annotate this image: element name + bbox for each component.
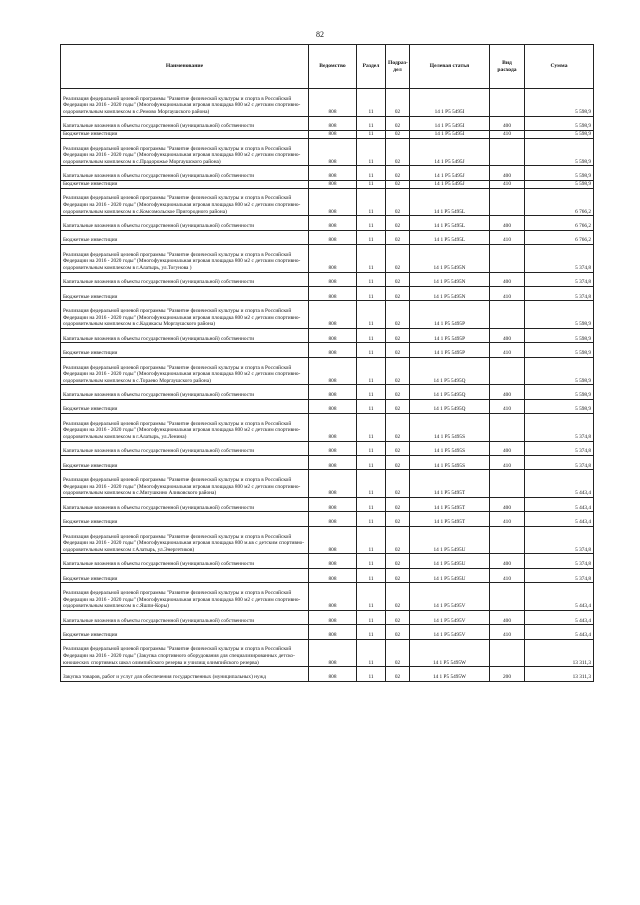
table-row [61, 166, 594, 180]
row-target-cell: 14 1 P5 5495P [410, 301, 490, 329]
table-row [61, 272, 594, 286]
row-expense-type-cell: 400 [490, 328, 525, 342]
row-target-cell: 14 1 P5 5495N [410, 286, 490, 300]
row-amount-cell: 6 766,2 [525, 216, 594, 230]
row-subsection-cell: 02 [386, 286, 410, 300]
row-section-cell: 11 [357, 216, 386, 230]
row-amount-cell: 5 598,9 [525, 385, 594, 399]
row-expense-type-cell [490, 470, 525, 498]
table-row [61, 512, 594, 526]
row-section-cell: 11 [357, 188, 386, 216]
row-subsection-cell: 02 [386, 667, 410, 681]
header-name: Наименование [61, 45, 309, 89]
row-expense-type-cell: 400 [490, 216, 525, 230]
row-section-cell: 11 [357, 286, 386, 300]
row-expense-type-cell: 400 [490, 116, 525, 130]
row-ministry-cell: 808 [309, 414, 357, 442]
table-row [61, 625, 594, 639]
table-body [61, 89, 594, 682]
row-ministry-cell: 808 [309, 216, 357, 230]
table-row [61, 498, 594, 512]
row-name-cell: Реализация федеральной целевой программы "Развитие физической культуры и спорта в Российской Федерации на 2016 - 2020 годы" (Многофункциональная игровая площадка 800 м2 с детским спортивно-оздоровительным комплексом в г.Алатырь, ул.Ленина) [61, 414, 309, 442]
row-subsection-cell: 02 [386, 328, 410, 342]
row-target-cell: 14 1 P5 5495J [410, 138, 490, 166]
header-expense-type: Вид расхода [490, 45, 525, 89]
row-section-cell: 11 [357, 230, 386, 244]
row-amount-cell: 5 443,4 [525, 470, 594, 498]
row-expense-type-cell: 400 [490, 610, 525, 624]
table-row [61, 130, 594, 138]
table-row [61, 526, 594, 554]
row-subsection-cell: 02 [386, 301, 410, 329]
budget-table [60, 44, 594, 682]
row-amount-cell: 5 374,8 [525, 272, 594, 286]
table-row [61, 286, 594, 300]
row-ministry-cell: 808 [309, 116, 357, 130]
row-ministry-cell: 808 [309, 385, 357, 399]
table-row [61, 343, 594, 357]
table-row [61, 328, 594, 342]
row-section-cell: 11 [357, 166, 386, 180]
row-target-cell: 14 1 P5 5495U [410, 526, 490, 554]
row-amount-cell: 5 374,8 [525, 554, 594, 568]
row-target-cell: 14 1 P5 5495Q [410, 399, 490, 413]
row-subsection-cell: 02 [386, 357, 410, 385]
row-subsection-cell: 02 [386, 583, 410, 611]
row-name-cell: Капитальные вложения в объекты государственной (муниципальной) собственности [61, 385, 309, 399]
row-name-cell: Реализация федеральной целевой программы "Развитие физической культуры и спорта в Российской Федерации на 2016 - 2020 годы" (Многофункциональная игровая площадка 800 м2 с детским спортивно-оздоровительным комплексом в с.Тораево Моргаушского района) [61, 357, 309, 385]
row-expense-type-cell: 410 [490, 343, 525, 357]
row-ministry-cell: 808 [309, 554, 357, 568]
row-amount-cell: 5 598,9 [525, 89, 594, 117]
row-expense-type-cell [490, 244, 525, 272]
row-ministry-cell: 808 [309, 441, 357, 455]
row-amount-cell: 6 766,2 [525, 230, 594, 244]
row-expense-type-cell: 410 [490, 286, 525, 300]
row-section-cell: 11 [357, 512, 386, 526]
row-subsection-cell: 02 [386, 526, 410, 554]
header-ministry: Ведомство [309, 45, 357, 89]
row-section-cell: 11 [357, 639, 386, 667]
table-row [61, 138, 594, 166]
row-expense-type-cell: 400 [490, 554, 525, 568]
row-target-cell: 14 1 P5 5495V [410, 625, 490, 639]
row-subsection-cell: 02 [386, 625, 410, 639]
row-ministry-cell: 808 [309, 180, 357, 188]
row-subsection-cell: 02 [386, 456, 410, 470]
row-amount-cell: 5 598,9 [525, 357, 594, 385]
row-section-cell: 11 [357, 343, 386, 357]
table-row [61, 568, 594, 582]
row-section-cell: 11 [357, 89, 386, 117]
table-row [61, 554, 594, 568]
row-ministry-cell: 808 [309, 138, 357, 166]
row-target-cell: 14 1 P5 5495S [410, 456, 490, 470]
row-target-cell: 14 1 P5 5495I [410, 116, 490, 130]
row-expense-type-cell: 200 [490, 667, 525, 681]
row-ministry-cell: 808 [309, 328, 357, 342]
row-section-cell: 11 [357, 625, 386, 639]
row-amount-cell: 5 598,9 [525, 166, 594, 180]
row-ministry-cell: 808 [309, 498, 357, 512]
row-subsection-cell: 02 [386, 180, 410, 188]
row-expense-type-cell: 410 [490, 625, 525, 639]
row-target-cell: 14 1 P5 5495W [410, 667, 490, 681]
row-target-cell: 14 1 P5 5495S [410, 441, 490, 455]
row-target-cell: 14 1 P5 5495L [410, 188, 490, 216]
row-subsection-cell: 02 [386, 89, 410, 117]
row-expense-type-cell: 400 [490, 498, 525, 512]
row-amount-cell: 6 766,2 [525, 188, 594, 216]
row-amount-cell: 5 598,9 [525, 116, 594, 130]
table-row [61, 89, 594, 117]
row-name-cell: Капитальные вложения в объекты государственной (муниципальной) собственности [61, 610, 309, 624]
row-section-cell: 11 [357, 441, 386, 455]
row-expense-type-cell: 410 [490, 512, 525, 526]
row-amount-cell: 5 443,4 [525, 583, 594, 611]
table-row [61, 116, 594, 130]
row-ministry-cell: 808 [309, 166, 357, 180]
row-subsection-cell: 02 [386, 610, 410, 624]
row-subsection-cell: 02 [386, 639, 410, 667]
row-expense-type-cell: 400 [490, 166, 525, 180]
table-row [61, 385, 594, 399]
row-amount-cell: 5 598,9 [525, 180, 594, 188]
row-amount-cell: 5 598,9 [525, 399, 594, 413]
header-target: Целевая статья [410, 45, 490, 89]
row-subsection-cell: 02 [386, 441, 410, 455]
row-subsection-cell: 02 [386, 116, 410, 130]
row-target-cell: 14 1 P5 5495L [410, 230, 490, 244]
row-name-cell: Бюджетные инвестиции [61, 130, 309, 138]
table-row [61, 244, 594, 272]
row-amount-cell: 5 374,8 [525, 568, 594, 582]
row-ministry-cell: 808 [309, 456, 357, 470]
row-section-cell: 11 [357, 399, 386, 413]
row-expense-type-cell [490, 188, 525, 216]
row-ministry-cell: 808 [309, 188, 357, 216]
table-row [61, 357, 594, 385]
row-ministry-cell: 808 [309, 667, 357, 681]
row-ministry-cell: 808 [309, 583, 357, 611]
row-section-cell: 11 [357, 138, 386, 166]
header-amount: Сумма [525, 45, 594, 89]
row-amount-cell: 5 374,8 [525, 414, 594, 442]
row-subsection-cell: 02 [386, 554, 410, 568]
row-ministry-cell: 808 [309, 301, 357, 329]
row-name-cell: Бюджетные инвестиции [61, 180, 309, 188]
row-amount-cell: 5 374,8 [525, 526, 594, 554]
row-amount-cell: 5 598,9 [525, 301, 594, 329]
row-amount-cell: 5 443,4 [525, 498, 594, 512]
row-ministry-cell: 808 [309, 639, 357, 667]
row-expense-type-cell: 410 [490, 230, 525, 244]
row-name-cell: Реализация федеральной целевой программы "Развитие физической культуры и спорта в Российской Федерации на 2016 - 2020 годы" (Многофункциональная игровая площадка 800 м.кв с детским спортивно-оздоровительным комплексом г.Алатырь, ул.Энергетиков) [61, 526, 309, 554]
table-row [61, 188, 594, 216]
row-section-cell: 11 [357, 130, 386, 138]
row-expense-type-cell [490, 138, 525, 166]
row-expense-type-cell: 400 [490, 385, 525, 399]
row-target-cell: 14 1 P5 5495Q [410, 357, 490, 385]
table-row [61, 667, 594, 681]
table-row [61, 456, 594, 470]
row-section-cell: 11 [357, 667, 386, 681]
row-name-cell: Бюджетные инвестиции [61, 568, 309, 582]
row-name-cell: Капитальные вложения в объекты государственной (муниципальной) собственности [61, 166, 309, 180]
row-target-cell: 14 1 P5 5495V [410, 583, 490, 611]
row-name-cell: Капитальные вложения в объекты государственной (муниципальной) собственности [61, 498, 309, 512]
row-name-cell: Капитальные вложения в объекты государственной (муниципальной) собственности [61, 554, 309, 568]
row-target-cell: 14 1 P5 5495T [410, 498, 490, 512]
row-subsection-cell: 02 [386, 385, 410, 399]
row-name-cell: Реализация федеральной целевой программы "Развитие физической культуры и спорта в Российской Федерации на 2016 - 2020 годы" (Многофункциональная игровая площадка 800 м2 с детским спортивно-оздоровительным комплексом в с.Прадорожье Моргаушского района) [61, 138, 309, 166]
table-row [61, 180, 594, 188]
row-name-cell: Реализация федеральной целевой программы "Развитие физической культуры и спорта в Российской Федерации на 2016 - 2020 годы" (Многофункциональная игровая площадка 800 м2 с детским спортивно-оздоровительным комплексом в с.Яшпи-Коры) [61, 583, 309, 611]
row-section-cell: 11 [357, 498, 386, 512]
row-ministry-cell: 808 [309, 470, 357, 498]
row-subsection-cell: 02 [386, 414, 410, 442]
table-row [61, 414, 594, 442]
row-subsection-cell: 02 [386, 512, 410, 526]
row-ministry-cell: 808 [309, 286, 357, 300]
row-name-cell: Капитальные вложения в объекты государственной (муниципальной) собственности [61, 328, 309, 342]
row-amount-cell: 5 598,9 [525, 130, 594, 138]
row-section-cell: 11 [357, 456, 386, 470]
row-target-cell: 14 1 P5 5495U [410, 554, 490, 568]
row-target-cell: 14 1 P5 5495J [410, 166, 490, 180]
row-target-cell: 14 1 P5 5495J [410, 180, 490, 188]
table-row [61, 301, 594, 329]
row-amount-cell: 5 374,8 [525, 286, 594, 300]
row-subsection-cell: 02 [386, 568, 410, 582]
row-name-cell: Бюджетные инвестиции [61, 512, 309, 526]
table-header-row [61, 45, 594, 89]
row-expense-type-cell [490, 526, 525, 554]
row-section-cell: 11 [357, 180, 386, 188]
row-target-cell: 14 1 P5 5495W [410, 639, 490, 667]
row-target-cell: 14 1 P5 5495I [410, 89, 490, 117]
row-name-cell: Бюджетные инвестиции [61, 399, 309, 413]
row-expense-type-cell: 400 [490, 441, 525, 455]
row-name-cell: Реализация федеральной целевой программы "Развитие физической культуры и спорта в Российской Федерации на 2016 - 2020 годы" (Многофункциональная игровая площадка 800 м2 с детским спортивно-оздоровительным комплексом в с.Мигушкино Аликовского района) [61, 470, 309, 498]
table-row [61, 441, 594, 455]
row-amount-cell: 13 311,3 [525, 667, 594, 681]
row-ministry-cell: 808 [309, 89, 357, 117]
row-ministry-cell: 808 [309, 244, 357, 272]
row-amount-cell: 5 443,4 [525, 512, 594, 526]
row-subsection-cell: 02 [386, 272, 410, 286]
row-subsection-cell: 02 [386, 166, 410, 180]
row-name-cell: Бюджетные инвестиции [61, 343, 309, 357]
row-name-cell: Реализация федеральной целевой программы "Развитие физической культуры и спорта в Российской Федерации на 2016 - 2020 годы" (Многофункциональная игровая площадка 800 м2 с детским спортивно-оздоровительным комплексом в с.Комсомольское Пригородного района) [61, 188, 309, 216]
header-subsection: Подраз- дел [386, 45, 410, 89]
row-ministry-cell: 808 [309, 568, 357, 582]
row-subsection-cell: 02 [386, 188, 410, 216]
row-section-cell: 11 [357, 583, 386, 611]
row-expense-type-cell: 410 [490, 568, 525, 582]
row-expense-type-cell: 410 [490, 130, 525, 138]
row-name-cell: Реализация федеральной целевой программы "Развитие физической культуры и спорта в Российской Федерации на 2016 - 2020 годы" (Закупка спортивного оборудования для специализированных детско-юношеских спортивных школ олимпийского резерва и училищ олимпийского резерва) [61, 639, 309, 667]
row-target-cell: 14 1 P5 5495V [410, 610, 490, 624]
row-name-cell: Капитальные вложения в объекты государственной (муниципальной) собственности [61, 441, 309, 455]
row-expense-type-cell [490, 301, 525, 329]
row-section-cell: 11 [357, 328, 386, 342]
row-section-cell: 11 [357, 244, 386, 272]
row-ministry-cell: 808 [309, 230, 357, 244]
row-amount-cell: 5 598,9 [525, 138, 594, 166]
row-name-cell: Бюджетные инвестиции [61, 230, 309, 244]
row-expense-type-cell [490, 639, 525, 667]
row-expense-type-cell [490, 357, 525, 385]
row-subsection-cell: 02 [386, 498, 410, 512]
row-amount-cell: 13 311,3 [525, 639, 594, 667]
row-expense-type-cell: 410 [490, 399, 525, 413]
row-target-cell: 14 1 P5 5495Q [410, 385, 490, 399]
row-subsection-cell: 02 [386, 399, 410, 413]
row-expense-type-cell: 400 [490, 272, 525, 286]
row-ministry-cell: 808 [309, 610, 357, 624]
row-target-cell: 14 1 P5 5495L [410, 216, 490, 230]
row-section-cell: 11 [357, 301, 386, 329]
row-amount-cell: 5 374,8 [525, 244, 594, 272]
row-section-cell: 11 [357, 414, 386, 442]
row-ministry-cell: 808 [309, 625, 357, 639]
row-amount-cell: 5 374,8 [525, 441, 594, 455]
row-name-cell: Реализация федеральной целевой программы "Развитие физической культуры и спорта в Российской Федерации на 2016 - 2020 годы" (Многофункциональная игровая площадка 800 м2 с детским спортивно-оздоровительным комплексом в с.Кадикасы Моргаушского района) [61, 301, 309, 329]
row-expense-type-cell: 410 [490, 456, 525, 470]
row-amount-cell: 5 374,8 [525, 456, 594, 470]
row-subsection-cell: 02 [386, 244, 410, 272]
row-section-cell: 11 [357, 357, 386, 385]
row-amount-cell: 5 443,4 [525, 625, 594, 639]
page-number: 82 [316, 30, 324, 39]
row-ministry-cell: 808 [309, 399, 357, 413]
row-section-cell: 11 [357, 554, 386, 568]
row-ministry-cell: 808 [309, 130, 357, 138]
row-expense-type-cell [490, 583, 525, 611]
row-amount-cell: 5 443,4 [525, 610, 594, 624]
row-target-cell: 14 1 P5 5495I [410, 130, 490, 138]
row-section-cell: 11 [357, 610, 386, 624]
header-section: Раздел [357, 45, 386, 89]
row-expense-type-cell [490, 414, 525, 442]
row-ministry-cell: 808 [309, 343, 357, 357]
row-name-cell: Бюджетные инвестиции [61, 286, 309, 300]
row-ministry-cell: 808 [309, 512, 357, 526]
row-section-cell: 11 [357, 116, 386, 130]
row-subsection-cell: 02 [386, 216, 410, 230]
row-target-cell: 14 1 P5 5495T [410, 470, 490, 498]
row-section-cell: 11 [357, 526, 386, 554]
table-row [61, 470, 594, 498]
row-name-cell: Реализация федеральной целевой программы "Развитие физической культуры и спорта в Российской Федерации на 2016 - 2020 годы" (Многофункциональная игровая площадка 800 м2 с детским спортивно-оздоровительным комплексом в г.Алатырь, ул.Тогунова ) [61, 244, 309, 272]
row-target-cell: 14 1 P5 5495T [410, 512, 490, 526]
row-target-cell: 14 1 P5 5495P [410, 343, 490, 357]
row-ministry-cell: 808 [309, 272, 357, 286]
table-row [61, 639, 594, 667]
row-subsection-cell: 02 [386, 138, 410, 166]
row-name-cell: Бюджетные инвестиции [61, 456, 309, 470]
table-row [61, 583, 594, 611]
row-section-cell: 11 [357, 568, 386, 582]
row-subsection-cell: 02 [386, 470, 410, 498]
row-amount-cell: 5 598,9 [525, 328, 594, 342]
row-target-cell: 14 1 P5 5495U [410, 568, 490, 582]
row-section-cell: 11 [357, 385, 386, 399]
row-expense-type-cell: 410 [490, 180, 525, 188]
row-name-cell: Капитальные вложения в объекты государственной (муниципальной) собственности [61, 116, 309, 130]
table-row [61, 610, 594, 624]
row-subsection-cell: 02 [386, 343, 410, 357]
row-section-cell: 11 [357, 272, 386, 286]
row-name-cell: Капитальные вложения в объекты государственной (муниципальной) собственности [61, 272, 309, 286]
row-target-cell: 14 1 P5 5495S [410, 414, 490, 442]
row-subsection-cell: 02 [386, 130, 410, 138]
row-expense-type-cell [490, 89, 525, 117]
table-row [61, 216, 594, 230]
table-row [61, 230, 594, 244]
row-section-cell: 11 [357, 470, 386, 498]
row-target-cell: 14 1 P5 5495P [410, 328, 490, 342]
row-name-cell: Закупка товаров, работ и услуг для обеспечения государственных (муниципальных) нужд [61, 667, 309, 681]
row-ministry-cell: 808 [309, 357, 357, 385]
row-target-cell: 14 1 P5 5495N [410, 272, 490, 286]
row-name-cell: Реализация федеральной целевой программы "Развитие физической культуры и спорта в Российской Федерации на 2016 - 2020 годы" (Многофункциональная игровая площадка 800 м2 с детским спортивно-оздоровительным комплексом в с.Ремово Моргаушского района) [61, 89, 309, 117]
row-target-cell: 14 1 P5 5495N [410, 244, 490, 272]
row-ministry-cell: 808 [309, 526, 357, 554]
row-amount-cell: 5 598,9 [525, 343, 594, 357]
row-name-cell: Бюджетные инвестиции [61, 625, 309, 639]
row-name-cell: Капитальные вложения в объекты государственной (муниципальной) собственности [61, 216, 309, 230]
row-subsection-cell: 02 [386, 230, 410, 244]
table-row [61, 399, 594, 413]
